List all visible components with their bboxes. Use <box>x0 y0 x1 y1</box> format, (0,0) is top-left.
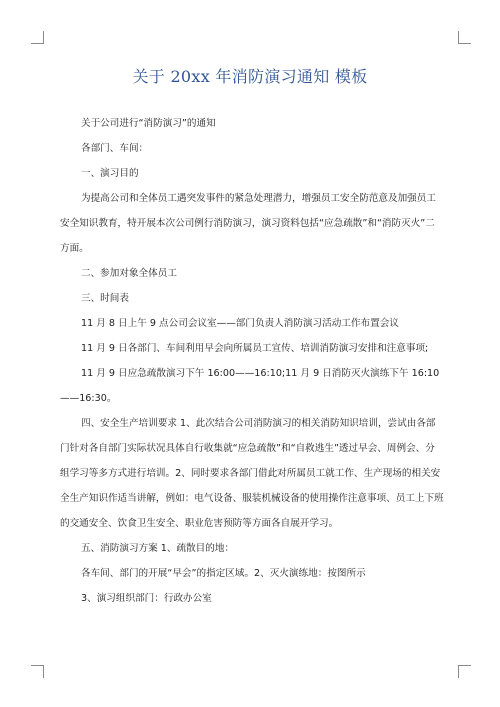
section-heading-participants: 二、参加对象全体员工 <box>81 268 177 279</box>
crop-mark-top-left <box>31 31 44 44</box>
crop-mark-top-right <box>458 31 471 44</box>
section-heading-schedule: 三、时间表 <box>81 293 129 304</box>
crop-mark-bottom-right <box>458 665 471 678</box>
document-body <box>60 111 444 611</box>
paragraph-notice-heading: 关于公司进行“消防演习”的通知 <box>81 118 216 129</box>
paragraph-addressee: 各部门、车间： <box>81 143 149 154</box>
paragraph-plan-organizer: 3、演习组织部门：行政办公室 <box>81 593 212 604</box>
section-heading-purpose: 一、演习目的 <box>81 168 139 179</box>
paragraph-plan-locations: 各车间、部门的开展“早会”的指定区域。2、灭火演练地：按图所示 <box>81 568 366 579</box>
section-heading-plan: 五、消防演习方案 1、疏散目的地： <box>81 543 235 554</box>
paragraph-schedule-1: 11 月 8 日上午 9 点公司会议室——部门负责人消防演习活动工作布置会议 <box>81 318 399 329</box>
paragraph-training: 四、安全生产培训要求 1、此次结合公司消防演习的相关消防知识培训，尝试由各部门针对各自部门实际状况具体自行收集就“应急疏散”和“自救逃生”透过早会、周例会、分组学习等多方式进行培训。2、同时要求各部门借此对所属员工就工作、生产现场的相关安全生产知识作适当讲解，例如：电气设备、服装机械设备的使用操作注意事项、员工上下班的交通安全、饮食卫生安全、职业危害预防等方面各自展开学习。 <box>60 418 444 529</box>
paragraph-purpose: 为提高公司和全体员工遇突发事件的紧急处理潜力，增强员工安全防范意及加强员工安全知识教育，特开展本次公司例行消防演习，演习资料包括“应急疏散”和“消防灭火”二方面。 <box>60 193 436 254</box>
paragraph-schedule-3: 11 月 9 日应急疏散演习下午 16:00——16:10;11 月 9 日消防灭火演练下午 16:10——16:30。 <box>60 368 440 404</box>
document-title: 关于 20xx 年消防演习通知 模板 <box>132 67 368 86</box>
paragraph-schedule-2: 11 月 9 日各部门、车间利用早会向所属员工宣传、培训消防演习安排和注意事项; <box>81 343 429 354</box>
crop-mark-bottom-left <box>31 665 44 678</box>
